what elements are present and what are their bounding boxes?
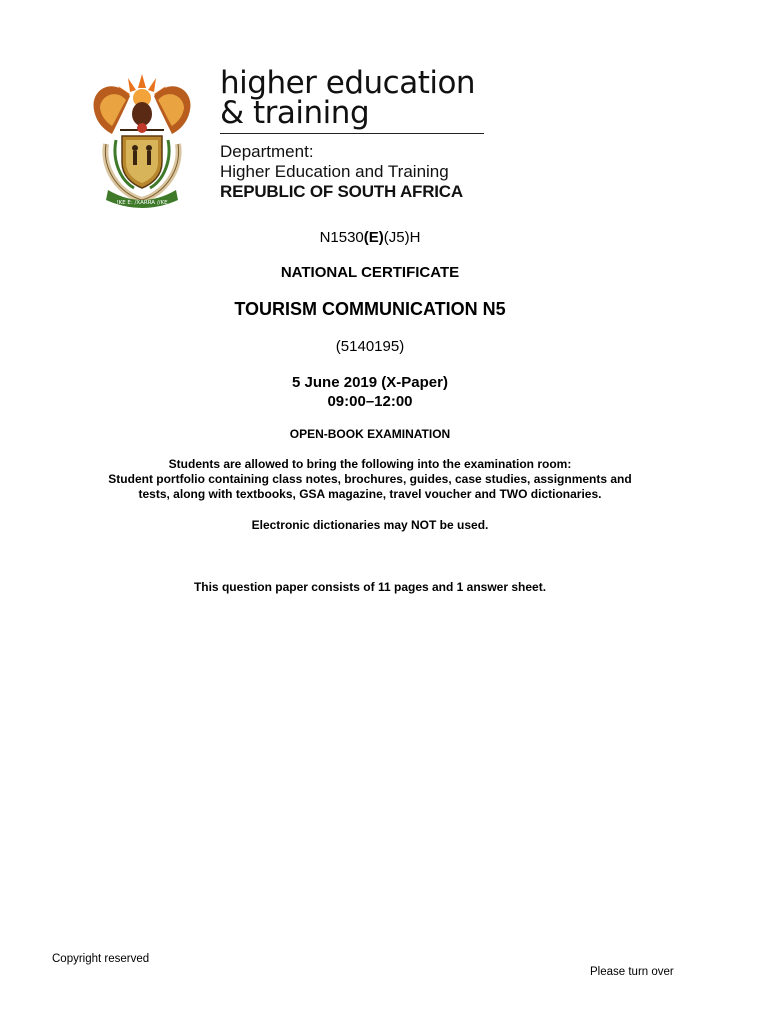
- brand-line-2: & training: [220, 95, 370, 131]
- allowed-materials: [0, 457, 740, 502]
- page-count-note: This question paper consists of 11 pages and 1 answer sheet.: [193, 580, 547, 594]
- paper-code-suffix: (J5)H: [383, 229, 421, 246]
- allowed-line-2: Student portfolio containing class notes, brochures, guides, case studies, assignments and: [108, 472, 632, 486]
- exam-type: OPEN-BOOK EXAMINATION: [289, 427, 451, 441]
- exam-date-time: [0, 373, 740, 411]
- paper-code-language: (E): [363, 229, 384, 246]
- allowed-line-1: Students are allowed to bring the following into the examination room:: [168, 457, 572, 471]
- subject-code: (5140195): [335, 338, 405, 355]
- allowed-line-3: tests, along with textbooks, GSA magazine, travel voucher and TWO dictionaries.: [138, 487, 602, 501]
- coat-of-arms-logo: [86, 70, 198, 210]
- paper-code: [0, 229, 740, 246]
- brand-divider: [220, 133, 484, 134]
- country-name: REPUBLIC OF SOUTH AFRICA: [220, 182, 463, 201]
- svg-text:!KE E: /XARRA //KE: !KE E: /XARRA //KE: [116, 200, 168, 206]
- department-label: Department:: [220, 142, 314, 161]
- copyright-notice: Copyright reserved: [52, 953, 150, 965]
- subject-title: TOURISM COMMUNICATION N5: [234, 299, 506, 319]
- exam-time: 09:00–12:00: [327, 393, 413, 410]
- brand-line-1: higher education: [220, 65, 476, 101]
- paper-code-prefix: N1530: [319, 229, 364, 246]
- electronic-dictionary-note: Electronic dictionaries may NOT be used.: [251, 518, 489, 532]
- exam-date: 5 June 2019 (X-Paper): [292, 374, 448, 391]
- department-branding: [220, 65, 484, 202]
- turn-over-notice: Please turn over: [590, 966, 674, 978]
- certificate-title: NATIONAL CERTIFICATE: [280, 264, 460, 281]
- department-name: Higher Education and Training: [220, 162, 449, 181]
